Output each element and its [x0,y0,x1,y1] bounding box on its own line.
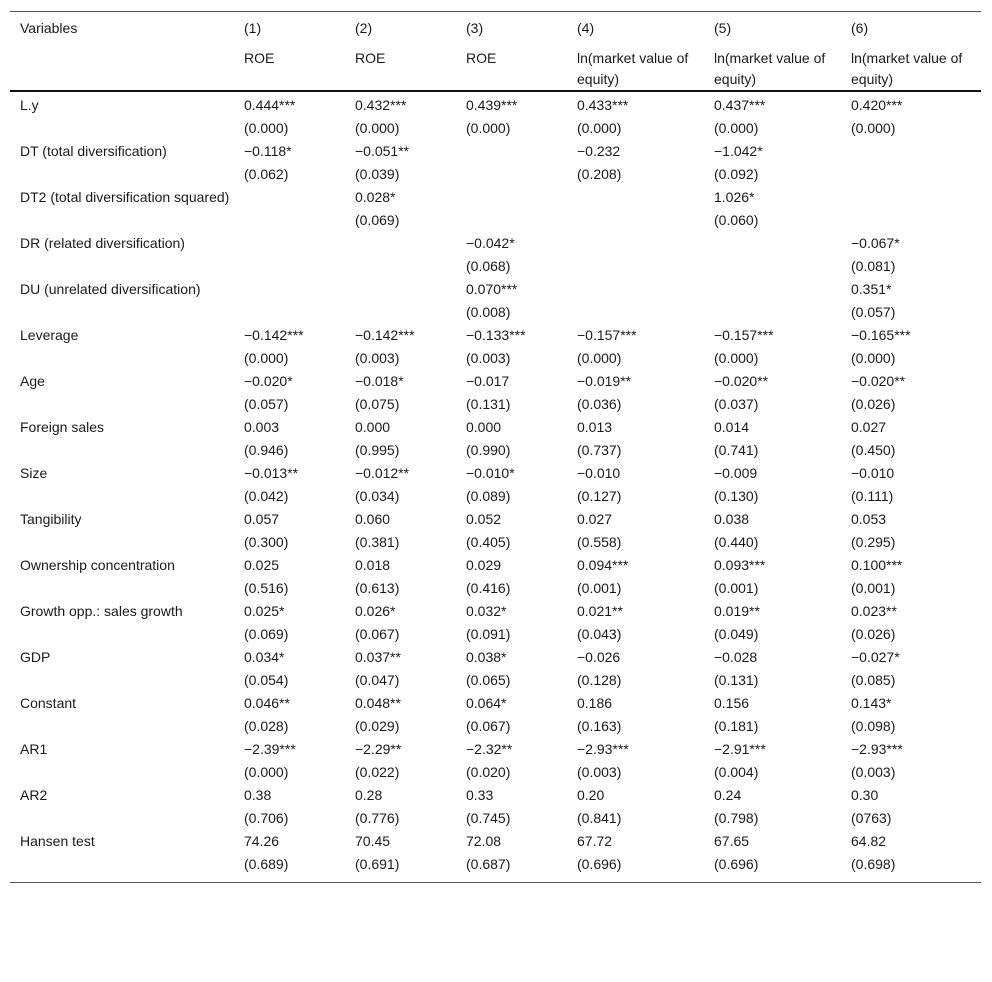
pvalue-cell: (0.745) [466,810,511,826]
pvalue-cell [234,300,345,323]
pvalue-cell: (0.057) [851,304,896,320]
pvalue-label-blank [10,208,234,231]
pvalue-cell: (0.067) [355,626,400,642]
pvalue-cell: (0.001) [714,580,759,596]
coefficient-cell: 0.003 [244,419,280,435]
pvalue-label-blank [10,116,234,139]
pvalue-cell: (0.001) [851,580,896,596]
table-row-pvalues [10,806,981,829]
table-row-pvalues [10,346,981,369]
pvalue-cell: (0.995) [355,442,400,458]
table-row [10,369,981,392]
pvalue-cell: (0.043) [577,626,622,642]
pvalue-cell: (0.037) [714,396,759,412]
table-row [10,139,981,162]
coefficient-cell: −1.042* [714,143,763,159]
column-name-1: ROE [244,50,275,66]
coefficient-cell: 0.094*** [577,557,629,573]
coefficient-cell: −0.017 [466,373,510,389]
coefficient-cell: 0.023** [851,603,897,619]
pvalue-cell: (0.000) [577,120,622,136]
pvalue-label-blank [10,852,234,883]
table-row-pvalues [10,760,981,783]
pvalue-cell: (0.022) [355,764,400,780]
coefficient-cell: 0.33 [466,787,494,803]
pvalue-cell: (0.000) [714,120,759,136]
table-row-pvalues [10,576,981,599]
pvalue-cell: (0.003) [851,764,896,780]
table-row-pvalues [10,484,981,507]
variable-label: DT (total diversification) [20,143,167,159]
coefficient-cell: −2.91*** [714,741,766,757]
pvalue-cell: (0.000) [244,764,289,780]
coefficient-cell: 0.433*** [577,97,629,113]
pvalue-cell: (0.741) [714,442,759,458]
pvalue-cell: (0.181) [714,718,759,734]
pvalue-cell: (0.450) [851,442,896,458]
coefficient-cell: −0.010* [466,465,515,481]
pvalue-cell: (0.036) [577,396,622,412]
coefficient-cell: −0.026 [577,649,621,665]
pvalue-cell: (0.381) [355,534,400,550]
pvalue-cell: (0.001) [577,580,622,596]
pvalue-cell: (0.091) [466,626,511,642]
variable-label: Tangibility [20,511,82,527]
pvalue-cell: (0.057) [244,396,289,412]
pvalue-cell: (0.111) [851,488,894,504]
coefficient-cell [345,277,456,300]
coefficient-cell: 0.025* [244,603,285,619]
coefficient-cell: −0.010 [577,465,621,481]
coefficient-cell: 0.027 [577,511,613,527]
coefficient-cell: 0.444*** [244,97,296,113]
coefficient-cell: 67.72 [577,833,613,849]
pvalue-cell: (0.130) [714,488,759,504]
coefficient-cell: 0.018 [355,557,391,573]
variable-label: DT2 (total diversification squared) [20,189,230,205]
pvalue-cell: (0.295) [851,534,896,550]
coefficient-cell: −2.29** [355,741,402,757]
header-blank-cell [10,39,234,91]
coefficient-cell: 0.027 [851,419,887,435]
pvalue-cell: (0.062) [244,166,289,182]
pvalue-label-blank [10,622,234,645]
coefficient-cell [567,277,704,300]
coefficient-cell: 0.070*** [466,281,518,297]
table-row-pvalues [10,622,981,645]
pvalue-cell: (0.089) [466,488,511,504]
pvalue-cell: (0.000) [851,350,896,366]
pvalue-cell [234,208,345,231]
table-row [10,783,981,806]
coefficient-cell: 0.060 [355,511,391,527]
table-row-pvalues [10,208,981,231]
table-row-pvalues [10,668,981,691]
table-row-pvalues [10,254,981,277]
coefficient-cell [456,139,567,162]
pvalue-cell: (0.069) [244,626,289,642]
column-number-4: (4) [577,20,595,36]
pvalue-label-blank [10,300,234,323]
coefficient-cell [704,277,841,300]
variable-label: Age [20,373,45,389]
pvalue-cell [456,162,567,185]
coefficient-cell: −0.018* [355,373,404,389]
pvalue-label-blank [10,576,234,599]
table-header [10,12,981,92]
variable-label: Leverage [20,327,79,343]
pvalue-cell: (0.008) [466,304,511,320]
pvalue-cell: (0.000) [244,120,289,136]
pvalue-cell: (0.000) [577,350,622,366]
pvalue-cell [567,254,704,277]
variable-label: AR2 [20,787,48,803]
coefficient-cell: 0.026* [355,603,396,619]
variable-label: Foreign sales [20,419,105,435]
coefficient-cell: 0.014 [714,419,750,435]
coefficient-cell: −2.93*** [851,741,903,757]
pvalue-cell: (0.300) [244,534,289,550]
pvalue-cell [841,208,981,231]
pvalue-cell: (0.047) [355,672,400,688]
table-row [10,323,981,346]
coefficient-cell: −0.012** [355,465,410,481]
coefficient-cell: −0.010 [851,465,895,481]
pvalue-cell: (0.098) [851,718,896,734]
coefficient-cell: 0.057 [244,511,280,527]
coefficient-cell: −0.232 [577,143,621,159]
coefficient-cell [567,185,704,208]
pvalue-cell [841,162,981,185]
variables-header: Variables [20,20,78,36]
table-row [10,461,981,484]
coefficient-cell: 0.028* [355,189,396,205]
pvalue-cell: (0.128) [577,672,622,688]
pvalue-cell: (0763) [851,810,892,826]
pvalue-cell: (0.065) [466,672,511,688]
pvalue-cell: (0.000) [851,120,896,136]
coefficient-cell [841,185,981,208]
pvalue-label-blank [10,806,234,829]
coefficient-cell [234,277,345,300]
pvalue-cell: (0.696) [714,856,759,872]
table-row [10,645,981,668]
coefficient-cell: −0.013** [244,465,299,481]
coefficient-cell: 0.053 [851,511,887,527]
variable-label: Size [20,465,48,481]
coefficient-cell: −0.157*** [577,327,637,343]
coefficient-cell: 0.20 [577,787,605,803]
pvalue-cell: (0.798) [714,810,759,826]
pvalue-cell: (0.026) [851,626,896,642]
coefficient-cell: 0.420*** [851,97,903,113]
pvalue-label-blank [10,484,234,507]
column-name-2: ROE [355,50,386,66]
table-row [10,277,981,300]
coefficient-cell: 0.100*** [851,557,903,573]
pvalue-cell: (0.026) [851,396,896,412]
pvalue-cell: (0.990) [466,442,511,458]
coefficient-cell: 67.65 [714,833,750,849]
column-name-6: ln(market value of equity) [851,50,963,87]
pvalue-cell: (0.405) [466,534,511,550]
pvalue-label-blank [10,162,234,185]
coefficient-cell: 0.186 [577,695,613,711]
coefficient-cell: −0.133*** [466,327,526,343]
pvalue-cell: (0.696) [577,856,622,872]
coefficient-cell [704,231,841,254]
pvalue-cell: (0.034) [355,488,400,504]
pvalue-cell [345,254,456,277]
pvalue-label-blank [10,346,234,369]
pvalue-label-blank [10,392,234,415]
coefficient-cell: −0.118* [244,143,292,159]
coefficient-cell: −0.142*** [244,327,304,343]
table-row [10,553,981,576]
pvalue-cell: (0.208) [577,166,622,182]
pvalue-cell: (0.000) [244,350,289,366]
variable-label: DR (related diversification) [20,235,185,251]
column-number-3: (3) [466,20,484,36]
pvalue-label-blank [10,530,234,553]
pvalue-cell: (0.075) [355,396,400,412]
pvalue-cell: (0.946) [244,442,289,458]
coefficient-cell: 64.82 [851,833,887,849]
pvalue-cell: (0.000) [714,350,759,366]
coefficient-cell: 1.026* [714,189,755,205]
pvalue-cell: (0.003) [577,764,622,780]
pvalue-cell: (0.687) [466,856,511,872]
pvalue-cell: (0.698) [851,856,896,872]
coefficient-cell [234,185,345,208]
coefficient-cell: 0.28 [355,787,383,803]
variable-label: GDP [20,649,51,665]
variable-label: Constant [20,695,77,711]
table-row [10,415,981,438]
pvalue-cell: (0.092) [714,166,759,182]
pvalue-cell [456,208,567,231]
pvalue-cell: (0.841) [577,810,622,826]
coefficient-cell: 0.046** [244,695,290,711]
coefficient-cell: −0.042* [466,235,515,251]
coefficient-cell: 0.093*** [714,557,766,573]
pvalue-cell [704,300,841,323]
coefficient-cell [234,231,345,254]
table-row [10,691,981,714]
variable-label: L.y [20,97,39,113]
table-row [10,91,981,116]
pvalue-cell [567,300,704,323]
coefficient-cell: 0.019** [714,603,760,619]
column-number-2: (2) [355,20,373,36]
pvalue-cell: (0.029) [355,718,400,734]
coefficient-cell: −0.165*** [851,327,911,343]
pvalue-cell: (0.776) [355,810,400,826]
variable-label: Ownership concentration [20,557,175,573]
coefficient-cell: 0.021** [577,603,623,619]
pvalue-cell: (0.131) [714,672,759,688]
coefficient-cell: 0.143* [851,695,892,711]
pvalue-cell: (0.706) [244,810,289,826]
pvalue-cell: (0.081) [851,258,896,274]
coefficient-cell: −0.020* [244,373,293,389]
coefficient-cell: −0.051** [355,143,410,159]
column-number-5: (5) [714,20,732,36]
regression-results-table [10,11,981,883]
coefficient-cell: 0.038* [466,649,507,665]
pvalue-cell: (0.042) [244,488,289,504]
coefficient-cell [567,231,704,254]
column-number-1: (1) [244,20,262,36]
pvalue-cell [234,254,345,277]
pvalue-cell: (0.127) [577,488,622,504]
header-row-numbers [10,12,981,40]
pvalue-cell: (0.085) [851,672,896,688]
pvalue-cell: (0.028) [244,718,289,734]
coefficient-cell: 0.156 [714,695,750,711]
pvalue-label-blank [10,760,234,783]
coefficient-cell: 70.45 [355,833,391,849]
pvalue-cell: (0.049) [714,626,759,642]
coefficient-cell: 0.048** [355,695,401,711]
column-number-6: (6) [851,20,869,36]
pvalue-label-blank [10,714,234,737]
coefficient-cell: 0.064* [466,695,507,711]
pvalue-label-blank [10,668,234,691]
coefficient-cell [456,185,567,208]
pvalue-label-blank [10,438,234,461]
table-row-pvalues [10,392,981,415]
coefficient-cell: 0.351* [851,281,892,297]
coefficient-cell: 0.30 [851,787,879,803]
coefficient-cell: 0.038 [714,511,750,527]
pvalue-cell: (0.613) [355,580,400,596]
table-row [10,231,981,254]
coefficient-cell: 72.08 [466,833,502,849]
coefficient-cell: 0.034* [244,649,285,665]
pvalue-cell: (0.737) [577,442,622,458]
pvalue-cell: (0.163) [577,718,622,734]
table-row-pvalues [10,300,981,323]
coefficient-cell: 0.000 [466,419,502,435]
pvalue-cell [704,254,841,277]
coefficient-cell: 0.000 [355,419,391,435]
pvalue-cell: (0.069) [355,212,400,228]
coefficient-cell: −0.019** [577,373,632,389]
column-name-5: ln(market value of equity) [714,50,826,87]
coefficient-cell: −2.39*** [244,741,296,757]
pvalue-cell: (0.039) [355,166,400,182]
coefficient-cell: −0.009 [714,465,758,481]
pvalue-cell [567,208,704,231]
coefficient-cell: 0.432*** [355,97,407,113]
coefficient-cell: 74.26 [244,833,280,849]
pvalue-cell: (0.516) [244,580,289,596]
pvalue-cell: (0.004) [714,764,759,780]
column-name-4: ln(market value of equity) [577,50,689,87]
header-row-names [10,39,981,91]
pvalue-cell: (0.691) [355,856,400,872]
coefficient-cell: 0.052 [466,511,502,527]
coefficient-cell [841,139,981,162]
coefficient-cell: 0.029 [466,557,502,573]
coefficient-cell: 0.025 [244,557,280,573]
pvalue-cell: (0.689) [244,856,289,872]
table-row [10,829,981,852]
pvalue-cell: (0.003) [355,350,400,366]
coefficient-cell: −2.93*** [577,741,629,757]
pvalue-cell: (0.131) [466,396,511,412]
table-row-pvalues [10,116,981,139]
pvalue-cell: (0.558) [577,534,622,550]
table-body [10,91,981,883]
coefficient-cell [345,231,456,254]
table-row [10,737,981,760]
table-row [10,507,981,530]
coefficient-cell: −0.157*** [714,327,774,343]
coefficient-cell: −0.142*** [355,327,415,343]
coefficient-cell: −0.067* [851,235,900,251]
pvalue-cell: (0.020) [466,764,511,780]
table-row-pvalues [10,714,981,737]
pvalue-cell [345,300,456,323]
pvalue-cell: (0.068) [466,258,511,274]
coefficient-cell: 0.013 [577,419,613,435]
variable-label: AR1 [20,741,48,757]
variable-label: Hansen test [20,833,95,849]
table-row-pvalues [10,162,981,185]
coefficient-cell: −0.028 [714,649,758,665]
coefficient-cell: −0.020** [851,373,906,389]
table-row [10,599,981,622]
coefficient-cell: 0.439*** [466,97,518,113]
table-row-pvalues [10,530,981,553]
table-row-pvalues [10,438,981,461]
pvalue-cell: (0.054) [244,672,289,688]
pvalue-cell: (0.416) [466,580,511,596]
table-row-pvalues [10,852,981,883]
table-row [10,185,981,208]
pvalue-cell: (0.067) [466,718,511,734]
coefficient-cell: −0.020** [714,373,769,389]
coefficient-cell: −2.32** [466,741,513,757]
coefficient-cell: 0.24 [714,787,742,803]
column-name-3: ROE [466,50,497,66]
coefficient-cell: 0.032* [466,603,507,619]
pvalue-cell: (0.440) [714,534,759,550]
coefficient-cell: −0.027* [851,649,900,665]
pvalue-label-blank [10,254,234,277]
coefficient-cell: 0.437*** [714,97,766,113]
coefficient-cell: 0.037** [355,649,401,665]
pvalue-cell: (0.000) [466,120,511,136]
pvalue-cell: (0.003) [466,350,511,366]
coefficient-cell: 0.38 [244,787,272,803]
variable-label: Growth opp.: sales growth [20,603,183,619]
pvalue-cell: (0.000) [355,120,400,136]
variable-label: DU (unrelated diversification) [20,281,201,297]
pvalue-cell: (0.060) [714,212,759,228]
